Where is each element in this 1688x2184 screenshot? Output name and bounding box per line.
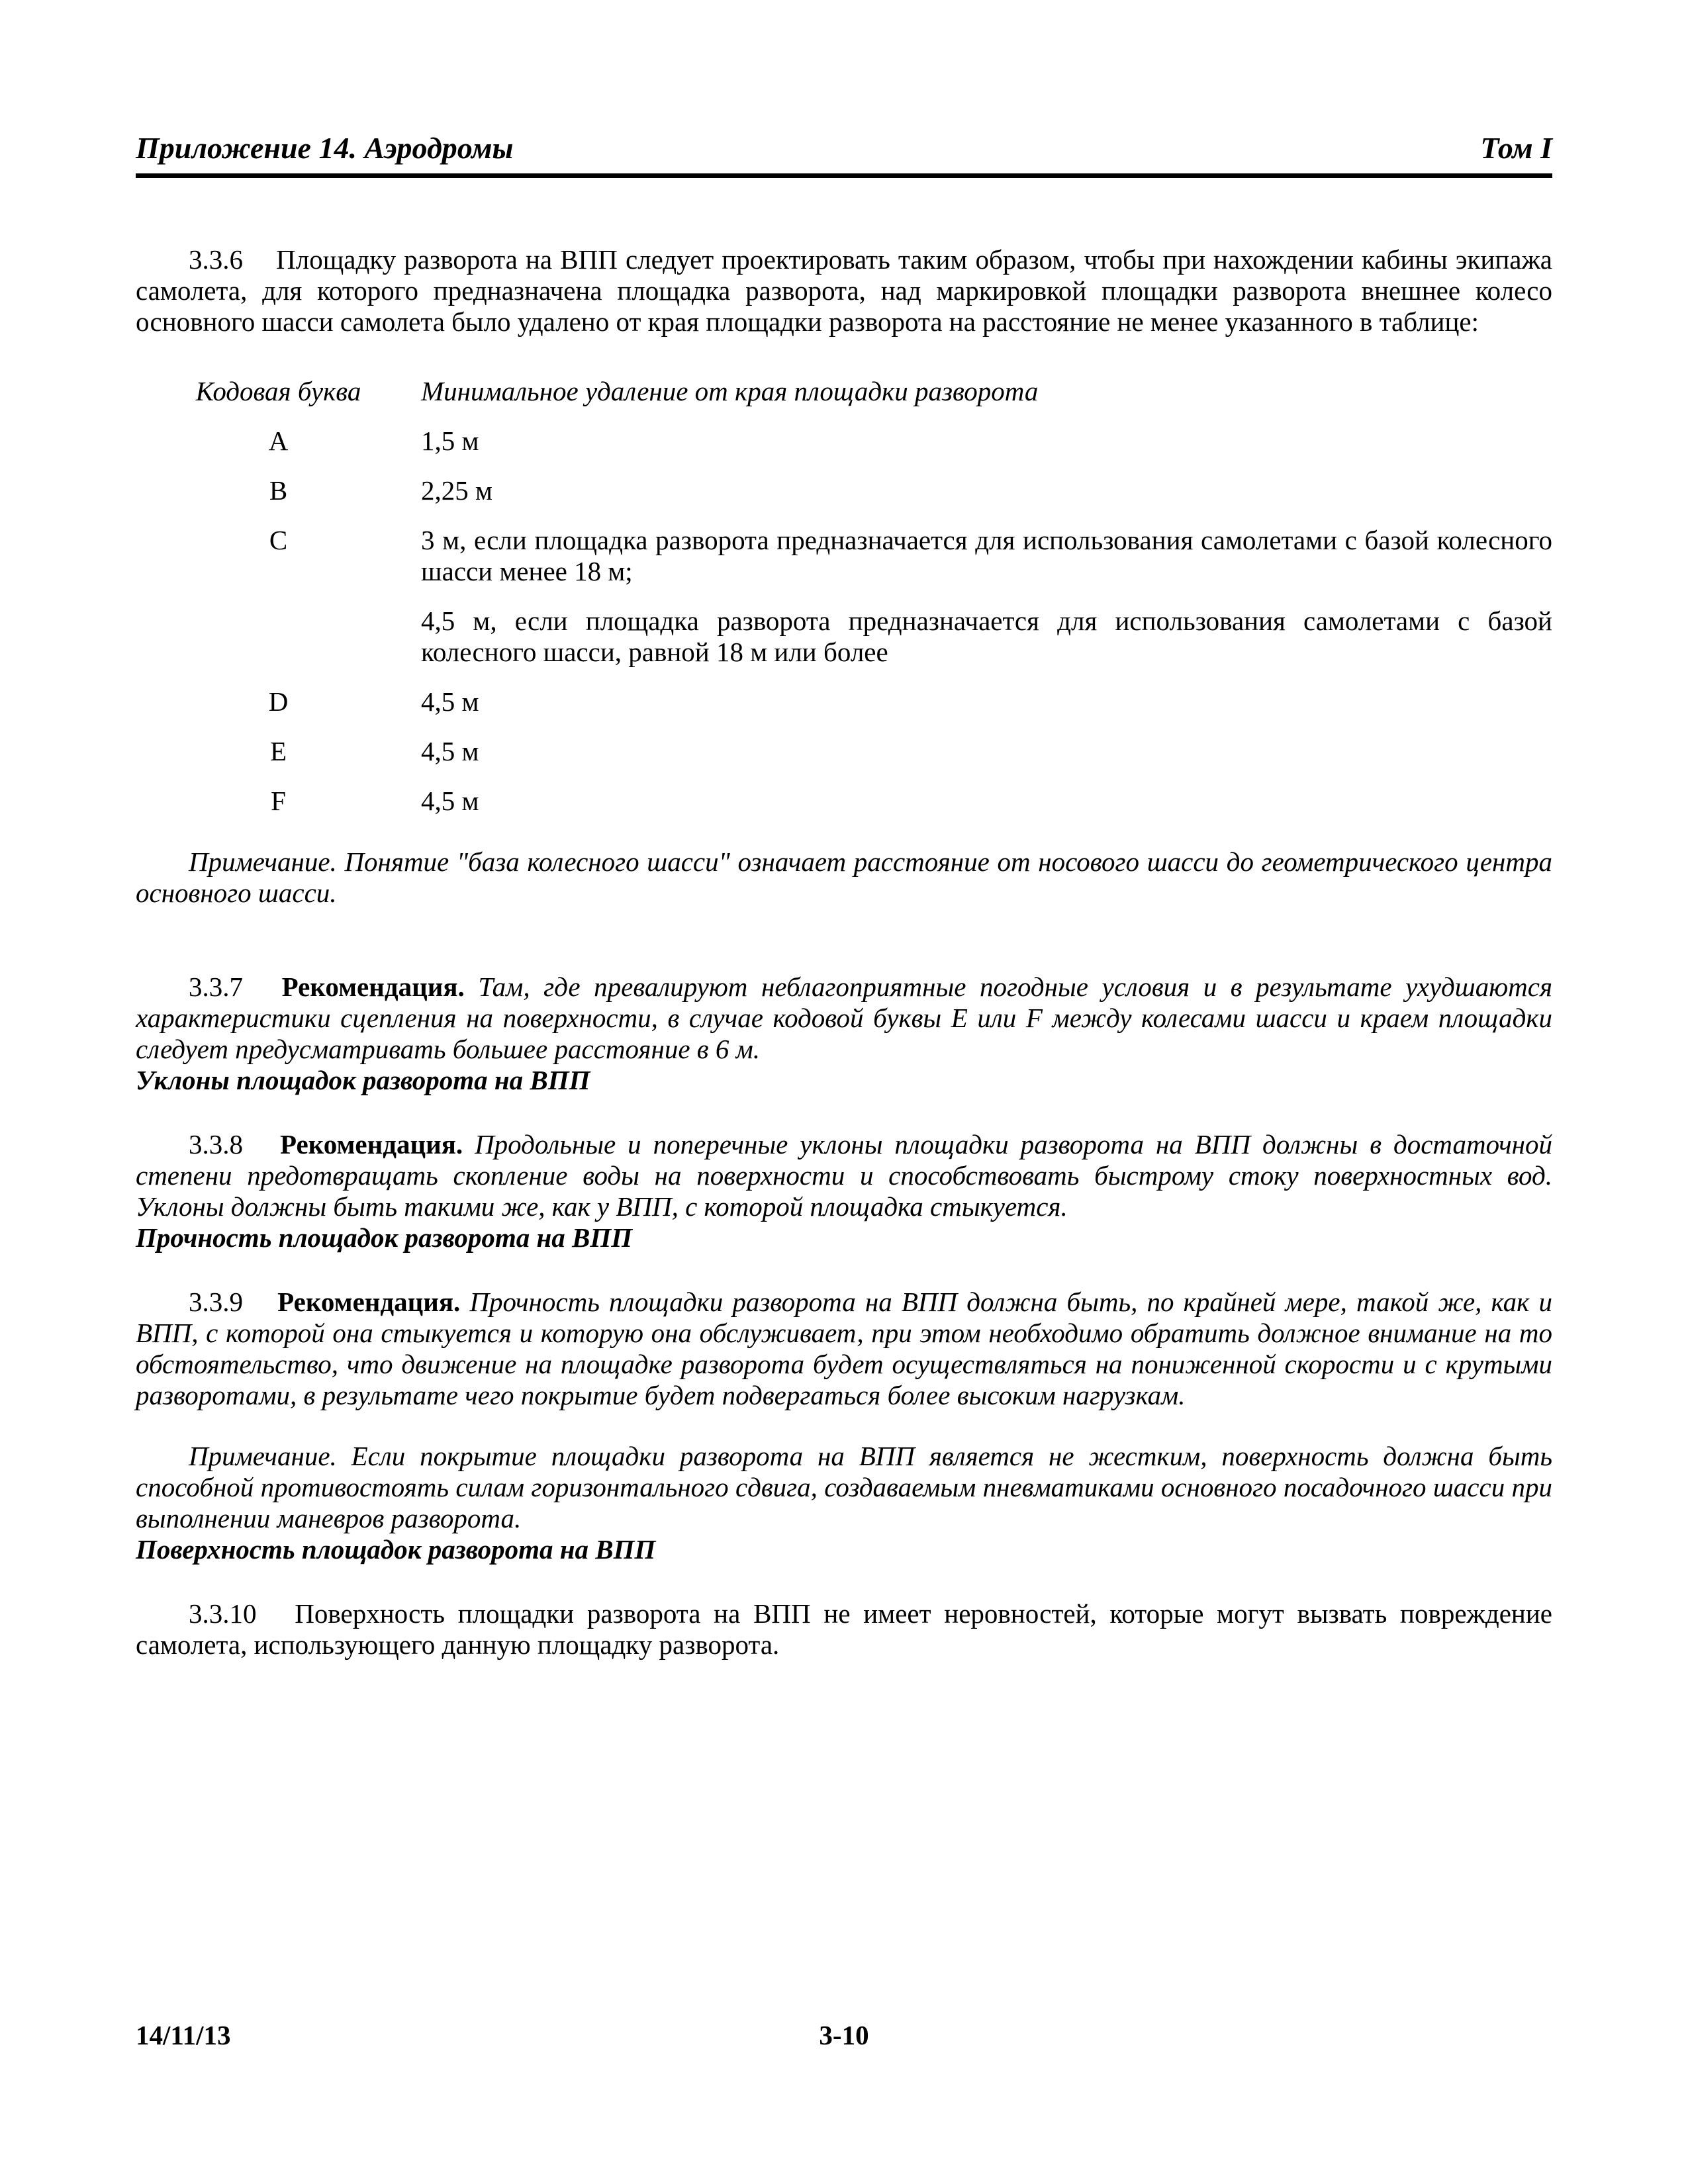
code-letter: A [268, 426, 289, 456]
table-row [136, 475, 1552, 506]
header-volume: Том I [1480, 131, 1552, 165]
para-number: 3.3.9 [189, 1287, 243, 1317]
para-number: 3.3.10 [189, 1598, 257, 1629]
note-flexible-pavement: Примечание. Если покрытие площадки разворота на ВПП является не жестким, поверхность должна быть способной противостоять силам горизонтального сдвига, создаваемым пневматиками основного посадочного шасси при выполнении маневров разворота. [136, 1441, 1552, 1533]
footer-date: 14/11/13 [136, 2020, 231, 2050]
para-text: Там, где превалируют неблагоприятные погодные условия и в результате ухудшаются характеристики сцепления на поверхности, в случае кодовой буквы E или F между колесами шасси и краем площадки следует предусматривать большее расстояние в 6 м. [136, 972, 1553, 1064]
code-letter: F [271, 786, 286, 816]
table-row [136, 786, 1552, 817]
code-letter: C [269, 525, 288, 555]
note-wheelbase: Примечание. Понятие "база колесного шасси" означает расстояние от носового шасси до геометрического центра основного шасси. [136, 846, 1552, 908]
recommendation-label: Рекомендация. [281, 972, 465, 1002]
para-3-3-9 [136, 1287, 1552, 1411]
clearance-value: 4,5 м [421, 786, 479, 816]
heading-turn-pad-slopes: Уклоны площадок разворота на ВПП [136, 1065, 590, 1095]
para-3-3-8 [136, 1129, 1552, 1222]
para-number: 3.3.8 [189, 1129, 243, 1160]
clearance-paragraph: 3 м, если площадка разворота предназначается для использования самолетами с базой колесного шасси менее 18 м; [421, 525, 1552, 586]
para-text: Продольные и поперечные уклоны площадки разворота на ВПП должны в достаточной степени предотвращать скопление воды на поверхности и способствовать быстрому стоку поверхностных вод. Уклоны должны быть такими же, как у ВПП, с которой площадка стыкуется. [136, 1129, 1552, 1222]
para-3-3-6 [136, 244, 1552, 338]
table-row [136, 736, 1552, 767]
code-letter: E [269, 736, 287, 766]
col-header-code-letter: Кодовая буква [195, 376, 361, 406]
page-footer [136, 2020, 1552, 2051]
recommendation-label: Рекомендация. [277, 1287, 461, 1317]
table-row [136, 426, 1552, 457]
heading-turn-pad-strength: Прочность площадок разворота на ВПП [136, 1222, 633, 1253]
para-text: Поверхность площадки разворота на ВПП не имеет неровностей, которые могут вызвать повреждение самолета, использующего данную площадку разворота. [136, 1598, 1552, 1660]
para-text: Площадку разворота на ВПП следует проектировать таким образом, чтобы при нахождении кабины экипажа самолета, для которого предназначена площадка разворота, над маркировкой площадки разворота внешнее колесо основного шасси самолета было удалено от края площадки разворота на расстояние не менее указанного в таблице: [136, 244, 1552, 337]
para-3-3-7 [136, 972, 1552, 1065]
para-text: Прочность площадки разворота на ВПП должна быть, по крайней мере, такой же, как и ВПП, с которой она стыкуется и которую она обслуживает, при этом необходимо обратить должное внимание на то обстоятельство, что движение на площадке разворота будет осуществляться на пониженной скорости и с крутыми разворотами, в результате чего покрытие будет подвергаться более высоким нагрузкам. [136, 1287, 1552, 1410]
clearance-value [421, 525, 1552, 668]
clearance-value: 2,25 м [421, 475, 492, 506]
clearance-value: 4,5 м [421, 686, 479, 717]
page-body [136, 244, 1552, 1661]
header-title: Приложение 14. Аэродромы [136, 131, 514, 165]
page-header [136, 0, 1552, 178]
clearance-value: 1,5 м [421, 426, 479, 456]
clearance-paragraph: 4,5 м, если площадка разворота предназначается для использования самолетами с базой колесного шасси, равной 18 м или более [421, 606, 1552, 667]
footer-page-number: 3-10 [819, 2020, 869, 2050]
clearance-value: 4,5 м [421, 736, 479, 766]
code-letter: B [269, 475, 288, 506]
table-row [136, 525, 1552, 668]
recommendation-label: Рекомендация. [279, 1129, 463, 1160]
table-header-row [136, 376, 1552, 407]
table-row [136, 686, 1552, 717]
heading-turn-pad-surface: Поверхность площадок разворота на ВПП [136, 1534, 656, 1565]
para-number: 3.3.7 [189, 972, 243, 1002]
para-number: 3.3.6 [189, 244, 243, 275]
turn-pad-clearance-table [136, 376, 1552, 817]
col-header-min-clearance: Минимальное удаление от края площадки разворота [421, 376, 1039, 406]
para-3-3-10 [136, 1598, 1552, 1661]
code-letter: D [268, 686, 289, 717]
